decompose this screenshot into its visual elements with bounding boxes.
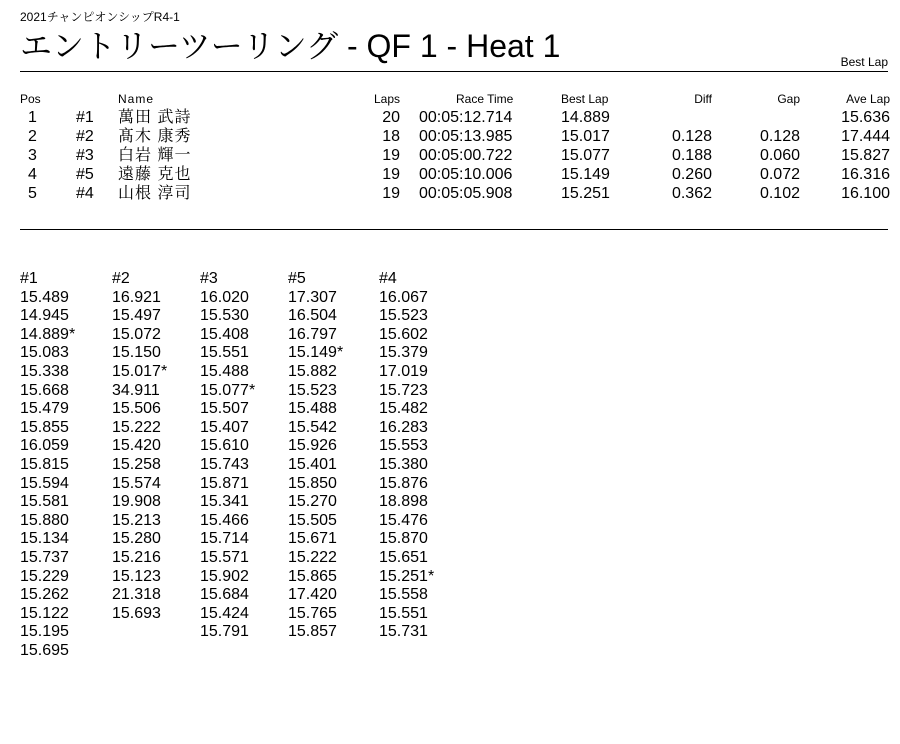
table-row [20, 108, 890, 127]
result-laps: 19 [382, 147, 400, 164]
lap-time: 16.797 [288, 325, 337, 343]
lap-time: 15.258 [112, 455, 161, 473]
header-name: Name [118, 92, 155, 106]
lap-time: 15.072 [112, 325, 161, 343]
lap-time: 15.489 [20, 288, 69, 306]
lap-time: 16.059 [20, 437, 69, 455]
lap-time: 15.926 [288, 437, 337, 455]
table-row [20, 184, 890, 203]
result-best-lap: 15.077 [561, 147, 610, 164]
page-title: エントリーツーリング - QF 1 - Heat 1 [20, 28, 561, 64]
lap-column [379, 270, 469, 642]
lap-time: 15.017* [112, 362, 168, 380]
results-body [20, 108, 890, 203]
result-gap: 0.060 [759, 147, 800, 164]
lap-time: 15.671 [288, 530, 337, 548]
result-car-number: #5 [76, 166, 94, 183]
lap-time: 15.482 [379, 400, 428, 418]
lap-column-header: #5 [288, 270, 306, 287]
lap-time: 15.850 [288, 474, 337, 492]
lap-time: 15.150 [112, 344, 161, 362]
lap-time: 15.401 [288, 455, 337, 473]
lap-time: 18.898 [379, 493, 428, 511]
lap-time: 15.424 [200, 604, 249, 622]
lap-time: 15.216 [112, 548, 161, 566]
lap-time: 34.911 [112, 381, 160, 399]
results-table [20, 92, 890, 203]
lap-time: 15.379 [379, 344, 428, 362]
lap-time: 15.122 [20, 604, 69, 622]
result-best-lap: 15.251 [561, 185, 610, 202]
lap-time: 15.262 [20, 586, 69, 604]
header-pos: Pos [20, 92, 41, 106]
header-race-time: Race Time [456, 92, 514, 106]
results-header [20, 92, 890, 108]
best-lap-tag: Best Lap [840, 55, 888, 69]
result-best-lap: 15.149 [561, 166, 610, 183]
lap-time: 17.420 [288, 586, 337, 604]
lap-time: 16.504 [288, 307, 337, 325]
result-car-number: #2 [76, 128, 94, 145]
result-pos: 2 [28, 128, 37, 145]
lap-time: 15.488 [200, 362, 249, 380]
result-diff: 0.362 [671, 185, 712, 202]
lap-time: 15.553 [379, 437, 428, 455]
lap-time: 15.902 [200, 567, 249, 585]
lap-time: 15.251* [379, 567, 435, 585]
lap-time: 15.731 [379, 623, 428, 641]
lap-time: 15.865 [288, 567, 337, 585]
lap-time: 15.743 [200, 455, 249, 473]
result-driver-name: 山根 淳司 [118, 185, 192, 202]
lap-time: 15.765 [288, 604, 337, 622]
results-divider [20, 229, 888, 230]
lap-time: 17.307 [288, 288, 337, 306]
table-row [20, 127, 890, 146]
lap-time: 15.408 [200, 325, 249, 343]
lap-time: 15.815 [20, 455, 69, 473]
lap-time: 15.574 [112, 474, 161, 492]
result-ave-lap: 16.100 [841, 185, 890, 202]
lap-time: 19.908 [112, 493, 161, 511]
lap-time: 15.476 [379, 511, 428, 529]
lap-time: 15.594 [20, 474, 69, 492]
result-race-time: 00:05:13.985 [419, 128, 513, 145]
lap-time: 15.123 [112, 567, 161, 585]
lap-time: 21.318 [112, 586, 161, 604]
result-ave-lap: 17.444 [841, 128, 890, 145]
lap-column [20, 270, 110, 660]
lap-time: 14.889* [20, 325, 76, 343]
title-divider [20, 71, 888, 72]
lap-time: 15.857 [288, 623, 337, 641]
result-race-time: 00:05:00.722 [419, 147, 513, 164]
result-race-time: 00:05:05.908 [419, 185, 513, 202]
lap-time: 15.479 [20, 400, 69, 418]
result-diff: 0.260 [671, 166, 712, 183]
lap-time: 15.551 [379, 604, 428, 622]
lap-time: 15.668 [20, 381, 69, 399]
lap-time: 16.020 [200, 288, 249, 306]
lap-time: 15.466 [200, 511, 249, 529]
result-laps: 18 [382, 128, 400, 145]
table-row [20, 165, 890, 184]
lap-time: 15.222 [112, 418, 161, 436]
lap-time: 15.507 [200, 400, 249, 418]
result-gap: 0.072 [759, 166, 800, 183]
lap-time: 15.497 [112, 307, 161, 325]
lap-time: 15.077* [200, 381, 256, 399]
lap-time: 15.530 [200, 307, 249, 325]
event-subtitle: 2021チャンピオンシップR4-1 [20, 10, 180, 24]
lap-time: 14.945 [20, 307, 69, 325]
lap-time: 15.083 [20, 344, 69, 362]
header-diff: Diff [694, 92, 712, 106]
result-gap: 0.128 [759, 128, 800, 145]
lap-time: 16.283 [379, 418, 428, 436]
result-pos: 3 [28, 147, 37, 164]
result-car-number: #3 [76, 147, 94, 164]
lap-time: 15.488 [288, 400, 337, 418]
lap-time: 15.791 [200, 623, 249, 641]
lap-time: 15.723 [379, 381, 428, 399]
lap-column-header: #4 [379, 270, 397, 287]
lap-column-header: #2 [112, 270, 130, 287]
result-pos: 1 [28, 109, 37, 126]
result-car-number: #1 [76, 109, 94, 126]
result-driver-name: 髙木 康秀 [118, 128, 192, 145]
lap-time: 15.551 [200, 344, 249, 362]
lap-time: 15.558 [379, 586, 428, 604]
lap-time: 15.882 [288, 362, 337, 380]
header-gap: Gap [777, 92, 800, 106]
lap-time: 15.737 [20, 548, 69, 566]
lap-time: 15.542 [288, 418, 337, 436]
lap-time: 15.380 [379, 455, 428, 473]
lap-time: 15.714 [200, 530, 249, 548]
lap-time: 15.195 [20, 623, 69, 641]
result-best-lap: 14.889 [561, 109, 610, 126]
lap-time: 15.602 [379, 325, 428, 343]
lap-time: 15.876 [379, 474, 428, 492]
lap-column-header: #3 [200, 270, 218, 287]
result-diff: 0.188 [671, 147, 712, 164]
result-driver-name: 遠藤 克也 [118, 166, 192, 183]
lap-time: 15.407 [200, 418, 249, 436]
lap-column [288, 270, 378, 642]
result-gap: 0.102 [759, 185, 800, 202]
lap-time: 15.571 [200, 548, 249, 566]
result-race-time: 00:05:12.714 [419, 109, 513, 126]
title-row [20, 24, 888, 74]
lap-time: 15.610 [200, 437, 249, 455]
lap-time: 15.149* [288, 344, 344, 362]
header-ave-lap: Ave Lap [846, 92, 890, 106]
result-laps: 19 [382, 166, 400, 183]
lap-time: 15.506 [112, 400, 161, 418]
result-ave-lap: 16.316 [841, 166, 890, 183]
result-driver-name: 白岩 輝一 [118, 147, 192, 164]
lap-time: 15.581 [20, 493, 69, 511]
lap-column [200, 270, 290, 642]
result-ave-lap: 15.636 [841, 109, 890, 126]
lap-time: 17.019 [379, 362, 428, 380]
header-laps: Laps [373, 92, 400, 106]
result-laps: 19 [382, 185, 400, 202]
lap-time: 15.338 [20, 362, 69, 380]
lap-time: 15.693 [112, 604, 161, 622]
lap-time: 15.651 [379, 548, 428, 566]
lap-time: 15.222 [288, 548, 337, 566]
lap-time: 15.870 [379, 530, 428, 548]
lap-time: 16.067 [379, 288, 428, 306]
lap-time: 15.695 [20, 641, 69, 659]
lap-time: 15.213 [112, 511, 161, 529]
lap-time: 16.921 [112, 288, 161, 306]
lap-time: 15.880 [20, 511, 69, 529]
lap-column-header: #1 [20, 270, 38, 287]
lap-time: 15.855 [20, 418, 69, 436]
lap-time: 15.341 [200, 493, 249, 511]
result-diff: 0.128 [671, 128, 712, 145]
result-car-number: #4 [76, 185, 94, 202]
result-ave-lap: 15.827 [841, 147, 890, 164]
lap-time: 15.505 [288, 511, 337, 529]
result-best-lap: 15.017 [561, 128, 610, 145]
lap-time: 15.229 [20, 567, 69, 585]
lap-time: 15.420 [112, 437, 161, 455]
lap-column [112, 270, 202, 623]
lap-time: 15.523 [379, 307, 428, 325]
result-pos: 5 [28, 185, 37, 202]
header-best-lap: Best Lap [561, 92, 609, 106]
lap-time: 15.270 [288, 493, 337, 511]
lap-time: 15.134 [20, 530, 69, 548]
lap-time: 15.523 [288, 381, 337, 399]
result-driver-name: 萬田 武詩 [118, 109, 192, 126]
result-laps: 20 [382, 109, 400, 126]
lap-time: 15.280 [112, 530, 161, 548]
result-race-time: 00:05:10.006 [419, 166, 513, 183]
result-pos: 4 [28, 166, 37, 183]
table-row [20, 146, 890, 165]
lap-time: 15.871 [200, 474, 249, 492]
lap-time: 15.684 [200, 586, 249, 604]
